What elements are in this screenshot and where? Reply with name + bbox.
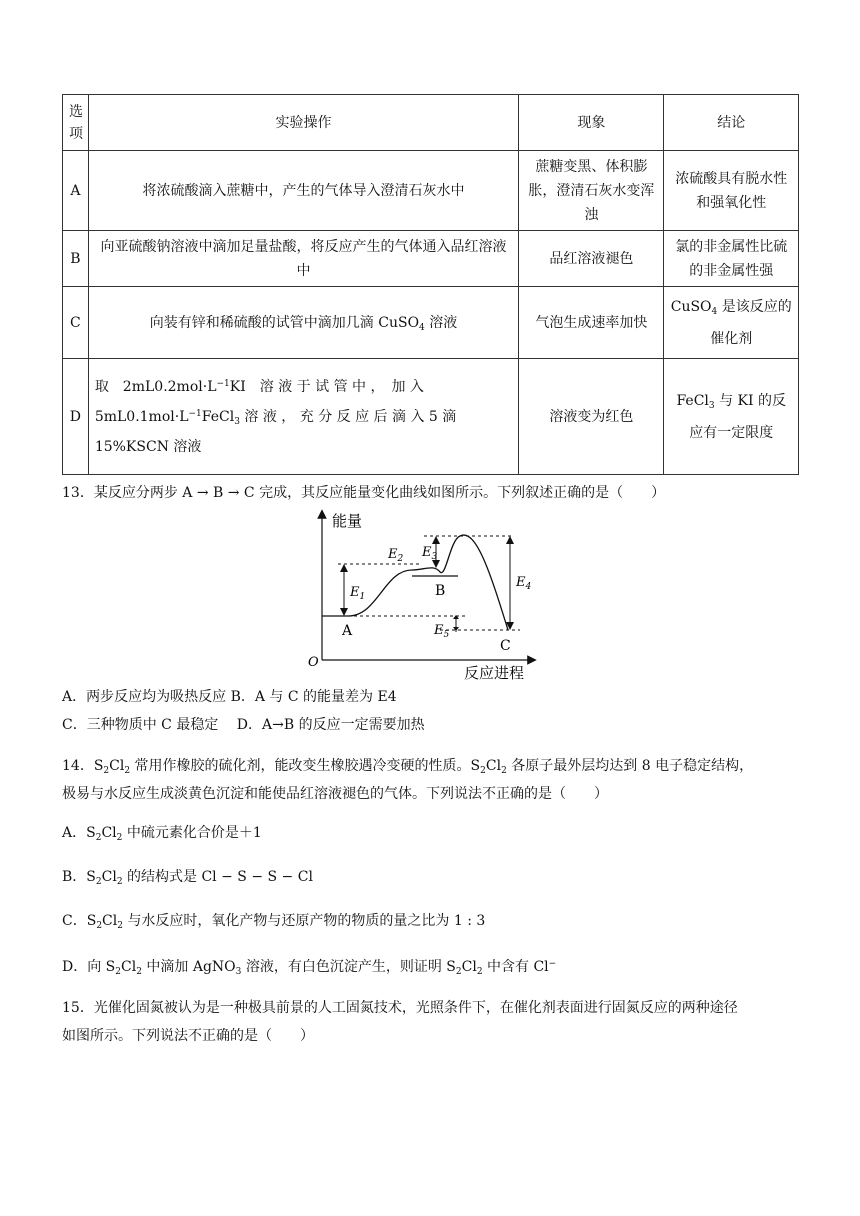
e3-label: $E_3$ [422, 545, 438, 562]
point-b-label: B [435, 583, 446, 599]
q14-option-c: C．$S_2Cl_2$ 与水反应时，氧化产物与还原产物的物质的量之比为 1 : 3 [62, 913, 486, 931]
row-conclusion: CuSO$_4$ 是该反应的催化剂 [664, 287, 799, 359]
table-row [63, 231, 799, 287]
row-conclusion: 氯的非金属性比硫的非金属性强 [664, 231, 799, 287]
origin-label: O [308, 655, 319, 670]
q13-option-a: A．两步反应均为吸热反应 [62, 689, 227, 705]
q14-option-a: A．$S_2Cl_2$ 中硫元素化合价是＋1 [62, 825, 262, 843]
q13-option-c: C．三种物质中 C 最稳定 [62, 717, 219, 733]
experiment-table [62, 94, 799, 475]
e2-label: $E_2$ [388, 547, 404, 564]
row-conclusion: FeCl$_3$ 与 KI 的反应有一定限度 [664, 359, 799, 475]
header-operation: 实验操作 [88, 95, 518, 151]
point-c-label: C [500, 638, 511, 654]
header-phenomenon: 现象 [519, 95, 664, 151]
table-row [63, 287, 799, 359]
header-conclusion: 结论 [664, 95, 799, 151]
row-option: A [63, 151, 89, 231]
table-row [63, 151, 799, 231]
table-row [63, 359, 799, 475]
row-operation: 将浓硫酸滴入蔗糖中，产生的气体导入澄清石灰水中 [88, 151, 518, 231]
row-operation: 向装有锌和稀硫酸的试管中滴加几滴 CuSO$_4$ 溶液 [88, 287, 518, 359]
row-operation: 取 $2mL0.2mol\cdot L^{-1}KI$ 溶 液 于 试 管 中 ， 加 入 $5mL0.1mol\cdot L^{-1}FeCl_3$ 溶 液 ， 充 分 反 应 后 滴 入 5 滴 15%KSCN 溶液 [88, 359, 518, 475]
e1-label: $E_1$ [350, 585, 366, 602]
row-option: C [63, 287, 89, 359]
q13-option-d: D．A→B 的反应一定需要加热 [236, 717, 425, 733]
row-conclusion: 浓硫酸具有脱水性和强氧化性 [664, 151, 799, 231]
row-option: D [63, 359, 89, 475]
q13-option-b: B．A 与 C 的能量差为 E4 [230, 689, 397, 705]
row-phenomenon: 溶液变为红色 [519, 359, 664, 475]
energy-diagram [300, 508, 540, 680]
row-option: B [63, 231, 89, 287]
q13-options-row1 [62, 686, 802, 708]
q15-stem: 15．光催化固氮被认为是一种极具前景的人工固氮技术，光照条件下，在催化剂表面进行固氮反应的两种途径 如图所示。下列说法不正确的是（ ） [62, 1000, 738, 1044]
q13-stem: 13．某反应分两步 A → B → C 完成，其反应能量变化曲线如图所示。下列叙述正确的是（ ） [62, 485, 666, 501]
q13-options-row2 [62, 714, 802, 736]
header-option: 选 项 [63, 95, 89, 151]
y-axis-label: 能量 [332, 512, 363, 530]
row-phenomenon: 气泡生成速率加快 [519, 287, 664, 359]
x-axis-label: 反应进程 [464, 664, 525, 680]
q14-option-d: D．向 $S_2Cl_2$ 中滴加 AgNO$_3$ 溶液，有白色沉淀产生，则证明 $S_2Cl_2$ 中含有 Cl− [62, 959, 557, 977]
row-phenomenon: 品红溶液褪色 [519, 231, 664, 287]
q14-stem: 14．$S_2Cl_2$ 常用作橡胶的硫化剂，能改变生橡胶遇冷变硬的性质。$S_2Cl_2$ 各原子最外层均达到 8 电子稳定结构， 极易与水反应生成淡黄色沉淀和能使品红溶液褪色的气体。下列说法不正确的是（ ） [62, 758, 754, 802]
point-a-label: A [342, 623, 353, 639]
q14-option-b: B．$S_2Cl_2$ 的结构式是 Cl − S − S − Cl [62, 869, 313, 887]
e4-label: $E_4$ [516, 575, 532, 592]
row-operation: 向亚硫酸钠溶液中滴加足量盐酸，将反应产生的气体通入品红溶液中 [88, 231, 518, 287]
row-phenomenon: 蔗糖变黑、体积膨胀，澄清石灰水变浑浊 [519, 151, 664, 231]
e5-label: $E_5$ [434, 623, 450, 640]
